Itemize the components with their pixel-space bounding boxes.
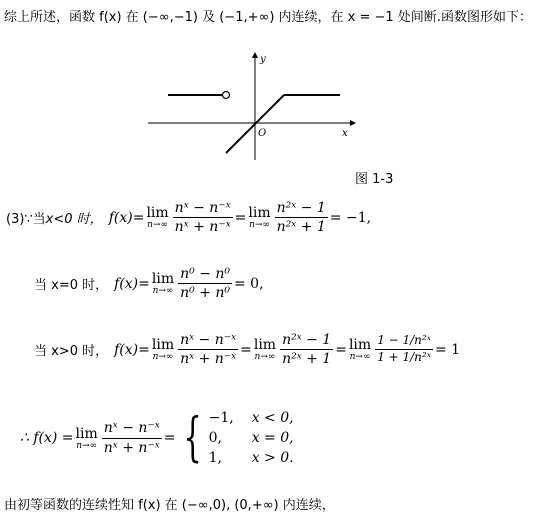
function-graph bbox=[140, 50, 360, 170]
case-pos-f: f(x) bbox=[114, 341, 139, 358]
limit-sub: n→∞ bbox=[254, 352, 276, 363]
limit-sub: n→∞ bbox=[147, 220, 168, 231]
fraction bbox=[178, 266, 232, 301]
case-pos-prefix: 当 x>0 时， bbox=[34, 344, 109, 360]
denominator: n⁰ + n⁰ bbox=[180, 285, 230, 302]
numerator: nˣ − n⁻ˣ bbox=[102, 420, 162, 438]
limit bbox=[248, 205, 270, 230]
fraction bbox=[375, 334, 433, 365]
limit-sub: n→∞ bbox=[152, 352, 174, 363]
equals-sign: = bbox=[234, 209, 247, 226]
equals-sign: = bbox=[132, 209, 145, 226]
case-value: 0, bbox=[208, 430, 222, 446]
case-zero-f: f(x) bbox=[114, 275, 139, 292]
denominator: n²ˣ + 1 bbox=[282, 351, 332, 368]
limit bbox=[349, 337, 371, 362]
conclusion-prefix: ∴ f(x) = bbox=[20, 430, 74, 446]
numerator: nˣ − n⁻ˣ bbox=[178, 332, 238, 350]
fraction bbox=[173, 200, 233, 235]
limit bbox=[152, 271, 174, 296]
case-pos-result: = 1 bbox=[434, 341, 461, 358]
limit-sub: n→∞ bbox=[76, 440, 98, 451]
fraction bbox=[280, 332, 333, 367]
numerator: nˣ − n⁻ˣ bbox=[173, 200, 233, 218]
part3-f: f(x) bbox=[108, 209, 133, 226]
case-zero-prefix: 当 x=0 时， bbox=[34, 278, 109, 294]
limit bbox=[146, 205, 168, 230]
limit-sub: n→∞ bbox=[152, 286, 174, 297]
part3-condition: x<0 时， bbox=[45, 212, 103, 228]
case-value: −1, bbox=[208, 410, 234, 426]
denominator: nˣ + n⁻ˣ bbox=[103, 439, 160, 456]
numerator: n²ˣ − 1 bbox=[275, 200, 328, 218]
denominator: nˣ + n⁻ˣ bbox=[174, 219, 231, 236]
case-condition: x = 0, bbox=[251, 430, 294, 446]
x-axis-label: x bbox=[342, 128, 348, 139]
fraction bbox=[178, 332, 238, 367]
part3-result: = −1, bbox=[329, 209, 372, 226]
limit bbox=[76, 426, 98, 451]
limit-sub: n→∞ bbox=[349, 352, 371, 363]
limit bbox=[152, 337, 174, 362]
limit-sub: n→∞ bbox=[249, 220, 270, 231]
conclusion-line bbox=[20, 410, 294, 466]
case-condition: x < 0, bbox=[251, 410, 294, 426]
numerator: 1 − 1/n²ˣ bbox=[375, 334, 433, 350]
equals-sign: = bbox=[138, 341, 150, 358]
x-axis-arrow-icon bbox=[350, 120, 356, 126]
case-zero-result: = 0, bbox=[234, 275, 264, 292]
case-pos-line bbox=[34, 332, 460, 367]
equals-sign: = bbox=[163, 430, 176, 446]
denominator: 1 + 1/n²ˣ bbox=[377, 350, 431, 365]
limit bbox=[254, 337, 276, 362]
y-axis-arrow-icon bbox=[252, 52, 258, 58]
footer-text: 由初等函数的连续性知 f(x) 在 (−∞,0), (0,+∞) 内连续， bbox=[4, 498, 335, 513]
origin-label: O bbox=[258, 128, 267, 139]
numerator: n⁰ − n⁰ bbox=[178, 266, 232, 284]
cases-block bbox=[209, 410, 294, 466]
denominator: n²ˣ + 1 bbox=[276, 219, 326, 236]
intro-text: 综上所述，函数 f(x) 在 (−∞,−1) 及 (−1,+∞) 内连续，在 x = −1 处间断.函数图形如下： bbox=[4, 10, 532, 25]
limit-label: lim bbox=[151, 337, 175, 354]
equals-sign: = bbox=[138, 275, 150, 292]
equals-sign: = bbox=[335, 341, 347, 358]
figure-caption: 图 1-3 bbox=[355, 172, 394, 187]
numerator: n²ˣ − 1 bbox=[280, 332, 333, 350]
fraction bbox=[102, 420, 162, 455]
equals-sign: = bbox=[240, 341, 252, 358]
limit-label: lim bbox=[253, 337, 277, 354]
open-point-icon bbox=[223, 92, 230, 99]
limit-label: lim bbox=[151, 271, 175, 288]
case-condition: x > 0. bbox=[251, 450, 294, 466]
limit-label: lim bbox=[348, 337, 372, 354]
fraction bbox=[275, 200, 328, 235]
case-zero-line bbox=[34, 266, 264, 301]
part3-line bbox=[6, 200, 371, 235]
limit-label: lim bbox=[75, 425, 98, 442]
part3-prefix: (3)∵当 bbox=[6, 212, 46, 228]
denominator: nˣ + n⁻ˣ bbox=[180, 351, 237, 368]
case-value: 1, bbox=[208, 450, 222, 466]
y-axis-label: y bbox=[260, 54, 266, 65]
limit-label: lim bbox=[248, 205, 271, 222]
left-brace-icon: { bbox=[182, 408, 202, 468]
limit-label: lim bbox=[146, 205, 169, 222]
